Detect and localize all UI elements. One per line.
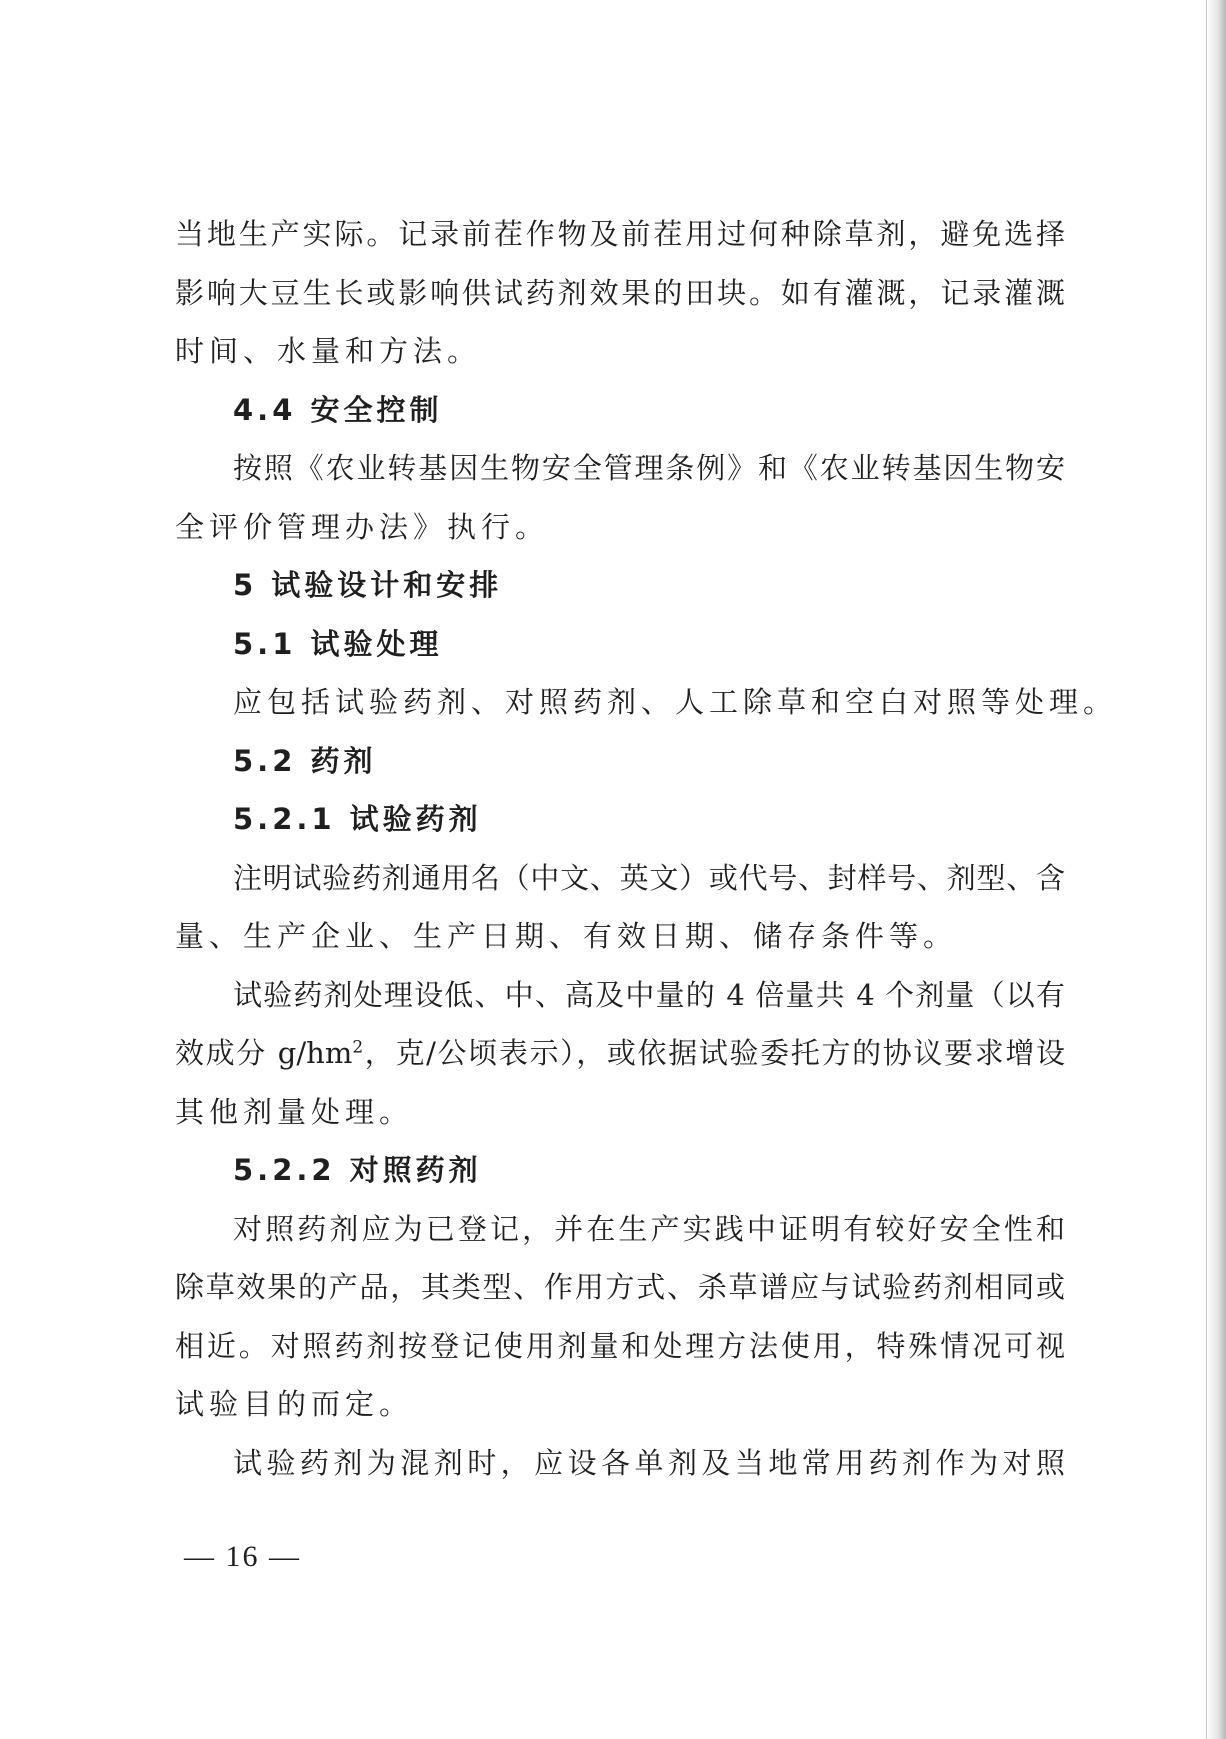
section-heading-5-2-1: 5.2.1 试验药剂 [233,802,482,836]
paragraph-line: 试验药剂为混剂时，应设各单剂及当地常用药剂作为对照 [233,1445,1065,1480]
document-body [175,205,1118,1492]
paragraph-line: 试验药剂处理设低、中、高及中量的 4 倍量共 4 个剂量（以有 [233,977,1065,1012]
unit-text: 效成分 g/hm [175,1036,353,1070]
paragraph-line: 注明试验药剂通用名（中文、英文）或代号、封样号、剂型、含 [233,860,1065,895]
paragraph-line: 其他剂量处理。 [175,1094,414,1129]
page-number: — 16 — [184,1540,301,1573]
paragraph-line: 影响大豆生长或影响供试药剂效果的田块。如有灌溉，记录灌溉 [175,275,1065,310]
paragraph-line: 对照药剂应为已登记，并在生产实践中证明有较好安全性和 [233,1211,1065,1246]
superscript-exponent: 2 [352,1037,364,1058]
section-heading-5: 5 试验设计和安排 [233,568,503,602]
paragraph-line: 时间、水量和方法。 [175,334,482,368]
paragraph-line [175,1024,1065,1083]
section-heading-5-2-2: 5.2.2 对照药剂 [233,1153,482,1187]
paragraph-line: 相近。对照药剂按登记使用剂量和处理方法使用，特殊情况可视 [175,1328,1065,1363]
paragraph-line: 全评价管理办法》执行。 [175,509,550,544]
paragraph-text: ，克/公顷表示），或依据试验委托方的协议要求增设 [363,1036,1065,1070]
paragraph-line: 除草效果的产品，其类型、作用方式、杀草谱应与试验药剂相同或 [175,1270,1065,1304]
paragraph-line: 量、生产企业、生产日期、有效日期、储存条件等。 [175,919,958,953]
page-edge-shadow [1206,0,1226,1739]
section-heading-4-4: 4.4 安全控制 [233,392,443,427]
paragraph-line: 当地生产实际。记录前茬作物及前茬用过何种除草剂，避免选择 [175,217,1065,251]
paragraph-line: 应包括试验药剂、对照药剂、人工除草和空白对照等处理。 [233,685,1118,719]
paragraph-line: 试验目的而定。 [175,1387,414,1421]
section-heading-5-1: 5.1 试验处理 [233,626,443,661]
paragraph-line: 按照《农业转基因生物安全管理条例》和《农业转基因生物安 [233,451,1065,485]
section-heading-5-2: 5.2 药剂 [233,743,377,778]
